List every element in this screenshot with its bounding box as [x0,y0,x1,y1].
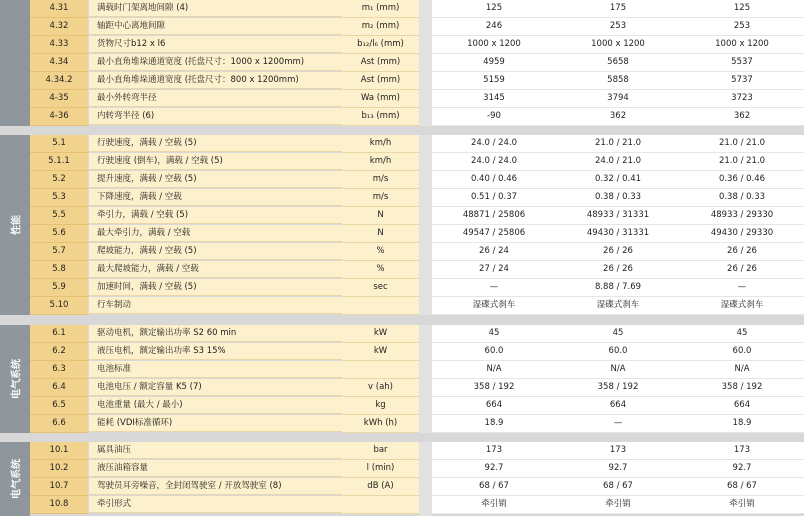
item-unit: Wa (mm) [342,90,419,108]
item-unit [342,496,419,514]
item-unit: m₁ (mm) [342,0,419,18]
value-model-2: 21.0 / 21.0 [556,135,680,153]
value-model-1: 湿碟式刹车 [432,297,556,315]
value-model-3: 49430 / 29330 [680,225,804,243]
item-description: 电池标准 [89,361,342,378]
item-number: 5.7 [30,243,88,261]
value-model-3: 0.36 / 0.46 [680,171,804,189]
item-unit: km/h [342,153,419,171]
item-description: 下降速度，满载 / 空载 [89,189,342,206]
value-model-1: 49547 / 25806 [432,225,556,243]
value-model-2: 湿碟式刹车 [556,297,680,315]
value-model-2: 664 [556,397,680,415]
value-model-1: 0.51 / 0.37 [432,189,556,207]
value-model-3: 45 [680,325,804,343]
item-number: 4-35 [30,90,88,108]
value-model-2: 5658 [556,54,680,72]
value-model-3: 1000 x 1200 [680,36,804,54]
value-model-3: 68 / 67 [680,478,804,496]
item-unit: % [342,243,419,261]
item-number: 4.34.2 [30,72,88,90]
item-description: 能耗 (VDI标准循环) [89,415,342,432]
item-description: 液压油箱容量 [89,460,342,477]
value-model-2: 26 / 26 [556,261,680,279]
item-number: 5.9 [30,279,88,297]
value-model-1: 4959 [432,54,556,72]
section-dimensions [0,0,804,126]
item-description: 最大爬坡能力，满载 / 空载 [89,261,342,278]
table-row [0,478,804,496]
value-model-3: 125 [680,0,804,18]
value-model-3: 26 / 26 [680,261,804,279]
item-unit: bar [342,442,419,460]
item-unit: v (ah) [342,379,419,397]
table-row [0,361,804,379]
value-model-2: 24.0 / 21.0 [556,153,680,171]
item-unit: kW [342,343,419,361]
value-model-1: 5159 [432,72,556,90]
value-model-2: 358 / 192 [556,379,680,397]
item-description: 属具油压 [89,442,342,459]
item-number: 5.5 [30,207,88,225]
table-row [0,297,804,315]
table-row [0,72,804,90]
value-model-2: N/A [556,361,680,379]
table-row [0,261,804,279]
item-unit: b₁₃ (mm) [342,108,419,126]
value-model-1: 24.0 / 24.0 [432,153,556,171]
item-unit: km/h [342,135,419,153]
table-row [0,171,804,189]
item-unit: kW [342,325,419,343]
section-label: 电气系统 [11,359,23,399]
item-description: 最小直角堆垛通道宽度 (托盘尺寸：1000 x 1200mm) [89,54,342,71]
item-number: 6.6 [30,415,88,433]
table-row [0,90,804,108]
item-description: 爬坡能力，满载 / 空载 (5) [89,243,342,260]
section-performance [0,135,804,315]
section-other [0,442,804,516]
value-model-2: 173 [556,442,680,460]
table-row [0,379,804,397]
item-unit: sec [342,279,419,297]
value-model-3: 5537 [680,54,804,72]
value-model-1: 246 [432,18,556,36]
item-number: 10.1 [30,442,88,460]
item-unit: % [342,261,419,279]
value-model-2: 3794 [556,90,680,108]
item-description: 行驶速度，满载 / 空载 (5) [89,135,342,152]
item-number: 6.4 [30,379,88,397]
value-model-2: 175 [556,0,680,18]
table-row [0,243,804,261]
value-model-1: 45 [432,325,556,343]
table-row [0,343,804,361]
table-row [0,207,804,225]
value-model-3: 5737 [680,72,804,90]
item-number: 5.8 [30,261,88,279]
item-description: 液压电机，额定输出功率 S3 15% [89,343,342,360]
value-model-3: 362 [680,108,804,126]
table-row [0,18,804,36]
item-number: 5.6 [30,225,88,243]
value-model-3: 牵引销 [680,496,804,514]
item-description: 牵引力，满载 / 空载 (5) [89,207,342,224]
table-row [0,0,804,18]
value-model-2: 1000 x 1200 [556,36,680,54]
item-description: 行驶速度 (倒车)，满载 / 空载 (5) [89,153,342,170]
value-model-2: 0.38 / 0.33 [556,189,680,207]
value-model-2: 牵引销 [556,496,680,514]
table-row [0,415,804,433]
item-number: 10.8 [30,496,88,514]
value-model-3: 253 [680,18,804,36]
value-model-3: 0.38 / 0.33 [680,189,804,207]
value-model-1: 664 [432,397,556,415]
item-unit: N [342,207,419,225]
item-description: 最大牵引力，满载 / 空载 [89,225,342,242]
item-description: 轴距中心离地间隙 [89,18,342,35]
value-model-1: 92.7 [432,460,556,478]
item-unit: m/s [342,189,419,207]
item-unit [342,361,419,379]
item-description: 驾驶员耳旁噪音，全封闭驾驶室 / 开放驾驶室 (8) [89,478,342,495]
value-model-2: 49430 / 31331 [556,225,680,243]
item-unit: Ast (mm) [342,54,419,72]
value-model-1: — [432,279,556,297]
value-model-1: 0.40 / 0.46 [432,171,556,189]
value-model-1: 26 / 24 [432,243,556,261]
item-number: 6.1 [30,325,88,343]
item-number: 4.33 [30,36,88,54]
item-number: 4.31 [30,0,88,18]
item-number: 6.2 [30,343,88,361]
item-unit: Ast (mm) [342,72,419,90]
value-model-2: 92.7 [556,460,680,478]
item-unit: m/s [342,171,419,189]
table-row [0,135,804,153]
section-electrical [0,325,804,433]
item-description: 货物尺寸b12 x l6 [89,36,342,53]
value-model-3: 173 [680,442,804,460]
item-number: 5.1 [30,135,88,153]
value-model-1: N/A [432,361,556,379]
item-description: 电池重量 (最大 / 最小) [89,397,342,414]
table-row [0,325,804,343]
value-model-3: 21.0 / 21.0 [680,135,804,153]
item-number: 6.5 [30,397,88,415]
item-unit: kg [342,397,419,415]
table-row [0,460,804,478]
item-description: 内转弯半径 (6) [89,108,342,125]
value-model-3: 3723 [680,90,804,108]
value-model-2: 253 [556,18,680,36]
item-unit: b₁₂/l₆ (mm) [342,36,419,54]
value-model-1: 173 [432,442,556,460]
item-unit: kWh (h) [342,415,419,433]
value-model-1: 48871 / 25806 [432,207,556,225]
table-row [0,153,804,171]
table-row [0,36,804,54]
item-description: 加速时间，满载 / 空载 (5) [89,279,342,296]
table-row [0,54,804,72]
value-model-3: N/A [680,361,804,379]
value-model-2: 45 [556,325,680,343]
value-model-1: 60.0 [432,343,556,361]
item-number: 5.1.1 [30,153,88,171]
table-row [0,279,804,297]
value-model-2: 5858 [556,72,680,90]
value-model-1: 68 / 67 [432,478,556,496]
value-model-1: 牵引销 [432,496,556,514]
item-unit: l (min) [342,460,419,478]
item-number: 5.3 [30,189,88,207]
table-row [0,397,804,415]
item-unit [342,297,419,315]
item-description: 提升速度，满载 / 空载 (5) [89,171,342,188]
item-unit: dB (A) [342,478,419,496]
value-model-2: 0.32 / 0.41 [556,171,680,189]
table-row [0,189,804,207]
item-number: 10.7 [30,478,88,496]
table-row [0,442,804,460]
value-model-2: 8.88 / 7.69 [556,279,680,297]
section-label: 性能 [11,215,23,235]
item-number: 5.2 [30,171,88,189]
item-description: 行车制动 [89,297,342,314]
value-model-2: 26 / 26 [556,243,680,261]
item-description: 驱动电机，额定输出功率 S2 60 min [89,325,342,342]
item-unit: m₂ (mm) [342,18,419,36]
value-model-1: 358 / 192 [432,379,556,397]
item-unit: N [342,225,419,243]
item-number: 4-36 [30,108,88,126]
section-label: 电气系统 [11,459,23,499]
item-description: 电池电压 / 额定容量 K5 (7) [89,379,342,396]
value-model-2: 48933 / 31331 [556,207,680,225]
value-model-1: 24.0 / 24.0 [432,135,556,153]
value-model-3: — [680,279,804,297]
table-row [0,108,804,126]
value-model-1: 1000 x 1200 [432,36,556,54]
value-model-2: 362 [556,108,680,126]
table-row [0,496,804,514]
value-model-3: 26 / 26 [680,243,804,261]
item-number: 5.10 [30,297,88,315]
item-number: 6.3 [30,361,88,379]
item-description: 最小外转弯半径 [89,90,342,107]
value-model-3: 48933 / 29330 [680,207,804,225]
value-model-3: 18.9 [680,415,804,433]
item-description: 牵引形式 [89,496,342,513]
value-model-3: 92.7 [680,460,804,478]
value-model-3: 358 / 192 [680,379,804,397]
item-description: 最小直角堆垛通道宽度 (托盘尺寸：800 x 1200mm) [89,72,342,89]
item-number: 4.34 [30,54,88,72]
value-model-1: 3145 [432,90,556,108]
item-number: 4.32 [30,18,88,36]
value-model-2: 68 / 67 [556,478,680,496]
value-model-1: -90 [432,108,556,126]
item-description: 满载时门架离地间隙 (4) [89,0,342,17]
value-model-3: 60.0 [680,343,804,361]
item-number: 10.2 [30,460,88,478]
value-model-3: 21.0 / 21.0 [680,153,804,171]
value-model-1: 18.9 [432,415,556,433]
value-model-1: 27 / 24 [432,261,556,279]
value-model-3: 湿碟式刹车 [680,297,804,315]
value-model-3: 664 [680,397,804,415]
table-row [0,225,804,243]
value-model-1: 125 [432,0,556,18]
value-model-2: 60.0 [556,343,680,361]
value-model-2: — [556,415,680,433]
